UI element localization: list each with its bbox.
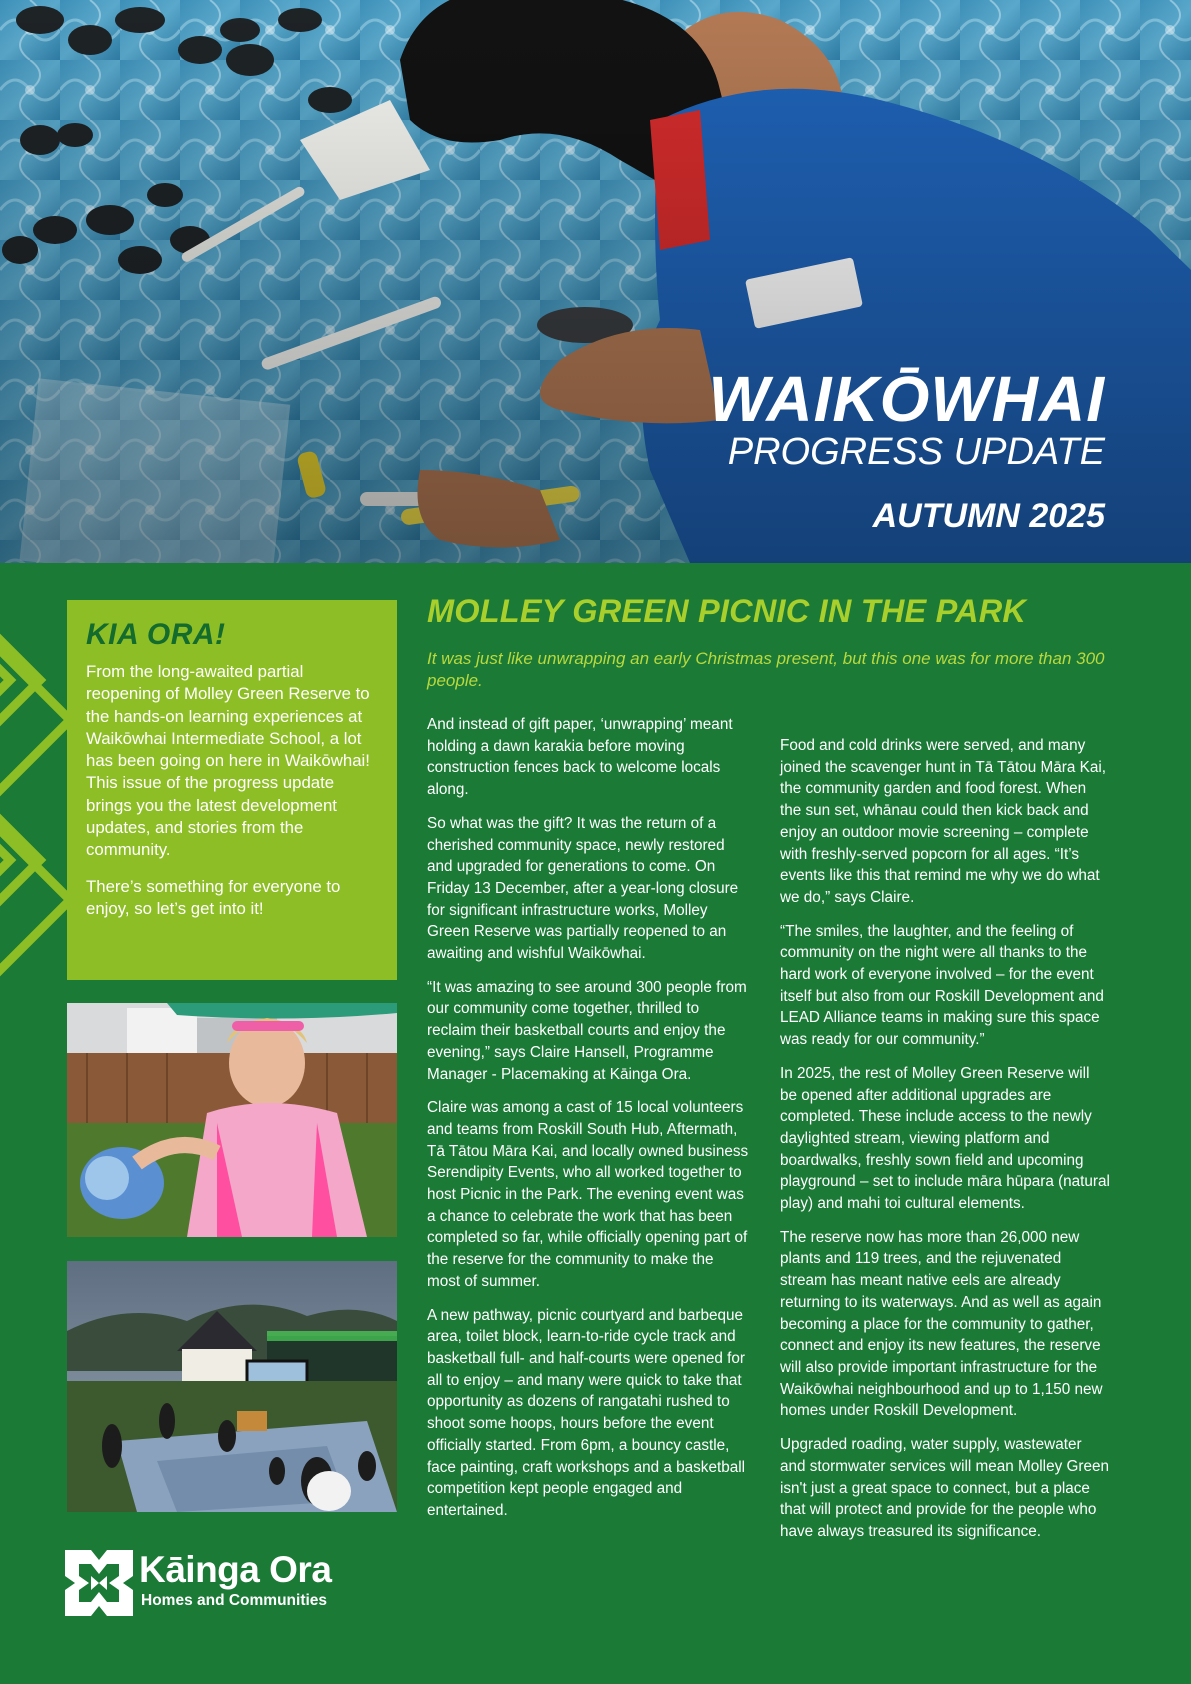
article-paragraph: So what was the gift? It was the return of a cherished community space, newly restored and upgraded for generations to come. On Friday 13 December, after a year-long closure for significant infrastructure works, Molley Green Reserve was partially reopened to an awaiting and wishful Waikōwhai. (427, 814, 739, 963)
hero-title-block (708, 363, 1106, 536)
article-paragraph: And instead of gift paper, ‘unwrapping’ meant holding a dawn karakia before moving construction fences back to welcome locals along. (427, 716, 733, 799)
kainga-ora-mark-icon (65, 1550, 133, 1616)
logo-name: Kāinga Ora (139, 1549, 332, 1590)
article-paragraph: “It was amazing to see around 300 people from our community come together, thrilled to reclaim their basketball courts and enjoy the evening,” says Claire Hansell, Programme Manager - Placemaking at Kāinga Ora. (427, 978, 747, 1083)
article-paragraph: Claire was among a cast of 15 local volunteers and teams from Roskill South Hub, Aftermath, Tā Tātou Māra Kai, and locally owned business Serendipity Events, who all worked together to host Picnic in the Park. The evening event was a chance to celebrate the work that has been completed so far, while officially opening part of the reserve for the community to make the most of summer. (427, 1099, 749, 1290)
article-paragraph: In 2025, the rest of Molley Green Reserve will be opened after additional upgrades are completed. These include access to the newly daylighted stream, viewing platform and boardwalks, freshly sown field and upcoming playground – set to include māra hūpara (natural play) and mahi toi cultural elements. (780, 1064, 1110, 1213)
article-paragraph: The reserve now has more than 26,000 new plants and 119 trees, and the rejuvenated stream has meant native eels are already returning to its waterways. And as well as again becoming a place for the community to gather, connect and enjoy its new features, the reserve will also provide important infrastructure for the Waikōwhai neighbourhood and up to 1,150 new homes under Roskill Development. (780, 1228, 1103, 1420)
article-column-2 (780, 735, 1110, 1555)
kia-ora-box (67, 600, 397, 980)
hero-subtitle: PROGRESS UPDATE (727, 431, 1105, 473)
article-paragraph: A new pathway, picnic courtyard and barbeque area, toilet block, learn-to-ride cycle track and basketball full- and half-courts were opened for all to enjoy – and many were quick to take that opportunity as dozens of rangatahi rushed to shoot some hoops, hours before the event officially started. From 6pm, a bouncy castle, face painting, craft workshops and a basketball competition kept people engaged and entertained. (427, 1306, 746, 1519)
article-headline: MOLLEY GREEN PICNIC IN THE PARK (427, 593, 1027, 629)
article-paragraph: Food and cold drinks were served, and many joined the scavenger hunt in Tā Tātou Māra Kai, the community garden and food forest. When the sun set, whānau could then kick back and enjoy an outdoor movie screening – complete with freshly-served popcorn for all ages. “It’s events like this that remind me why we do what we do,” says Claire. (780, 737, 1106, 906)
article-paragraph: Upgraded roading, water supply, wastewater and stormwater services will mean Molley Green isn't just a great space to connect, but a place that will protect and provide for the people who have always treasured its significance. (780, 1436, 1109, 1540)
face-painting-photo (67, 1003, 397, 1237)
article-lead: It was just like unwrapping an early Christmas present, but this one was for more than 300 people. (427, 649, 1105, 690)
hero-title: WAIKŌWHAI (708, 363, 1105, 435)
kainga-ora-logo (65, 1549, 332, 1621)
logo-tagline: Homes and Communities (141, 1592, 328, 1609)
article-column-1 (427, 714, 749, 1534)
article-paragraph: “The smiles, the laughter, and the feeling of community on the night were all thanks to the hard work of everyone involved – for the event itself but also from our Roskill Development and LEAD Alliance teams in making sure this space was ready for our community.” (780, 922, 1104, 1049)
chevron-decoration (0, 600, 70, 980)
kia-ora-paragraph: There’s something for everyone to enjoy, so let’s get into it! (86, 876, 341, 918)
kia-ora-heading: KIA ORA! (86, 618, 226, 651)
hero-season: AUTUMN 2025 (872, 497, 1105, 535)
hero-photo (0, 0, 1191, 563)
kia-ora-paragraph: From the long-awaited partial reopening of Molley Green Reserve to the hands-on learning experiences at Waikōwhai Intermediate School, a lot has been going on here in Waikōwhai! This issue of the progress update brings you the latest development updates, and stories from the community. (86, 662, 370, 860)
outdoor-movie-photo (67, 1261, 397, 1512)
